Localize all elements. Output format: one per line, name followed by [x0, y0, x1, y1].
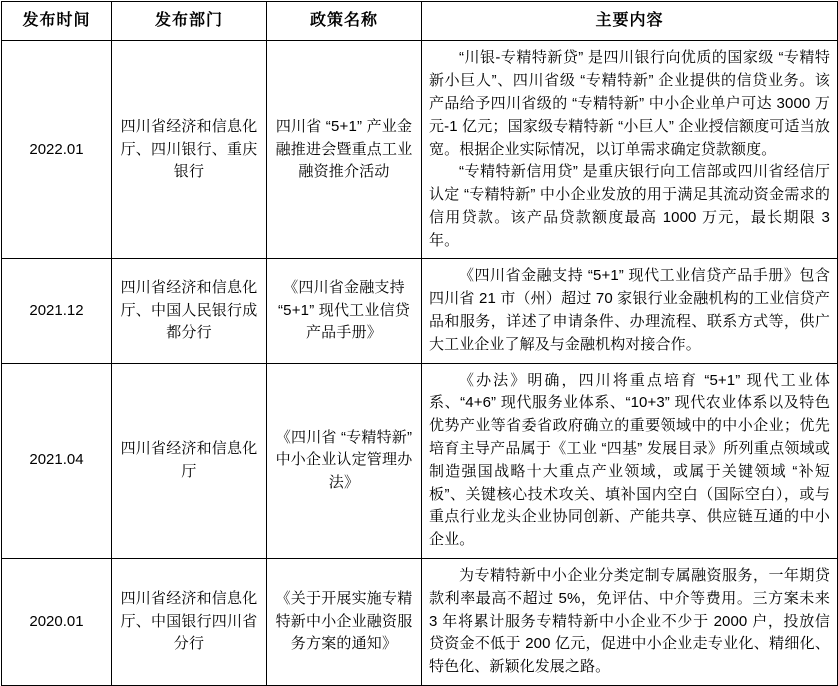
content-paragraph: 为专精特新中小企业分类定制专属融资服务，一年期贷款利率最高不超过 5%，免评估、中介等费用。三方案未来 3 年将累计服务专精特新中小企业不少于 2000 户，投放信贷资金不低于 200 亿元，促进中小企业走专业化、精细化、特色化、新颖化发展之路。	[429, 567, 830, 676]
column-header-main-content: 主要内容	[422, 2, 838, 41]
cell-policy-name: 《关于开展实施专精特新中小企业融资服务方案的通知》	[267, 559, 422, 686]
column-header-department: 发布部门	[112, 2, 267, 41]
cell-main-content	[422, 41, 838, 259]
content-paragraph: “川银-专精特新贷” 是四川银行向优质的国家级 “专精特新小巨人”、四川省级 “专精特新” 企业提供的信贷业务。该产品给予四川省级的 “专精特新” 中小企业单户可达 3000 万元-1 亿元；国家级专精特新 “小巨人” 企业授信额度可适当放宽。根据企业实际情况，以订单需求确定贷款额度。	[429, 49, 830, 158]
cell-main-content	[422, 259, 838, 363]
cell-policy-name: 《四川省金融支持 “5+1” 现代工业信贷产品手册》	[267, 259, 422, 363]
table-row	[2, 363, 838, 558]
cell-department: 四川省经济和信息化厅	[112, 363, 267, 558]
cell-main-content	[422, 363, 838, 558]
cell-date: 2021.04	[2, 363, 112, 558]
cell-policy-name: 《四川省 “专精特新” 中小企业认定管理办法》	[267, 363, 422, 558]
cell-department: 四川省经济和信息化厅、中国银行四川省分行	[112, 559, 267, 686]
table-header-row	[2, 2, 838, 41]
content-paragraph: 《四川省金融支持 “5+1” 现代工业信贷产品手册》包含四川省 21 市（州）超过 70 家银行业金融机构的工业信贷产品和服务，详述了申请条件、办理流程、联系方式等，供广大工业企业了解及与金融机构对接合作。	[429, 267, 830, 353]
cell-policy-name: 四川省 “5+1” 产业金融推进会暨重点工业融资推介活动	[267, 41, 422, 259]
cell-department: 四川省经济和信息化厅、中国人民银行成都分行	[112, 259, 267, 363]
column-header-policy-name: 政策名称	[267, 2, 422, 41]
cell-date: 2022.01	[2, 41, 112, 259]
policy-table	[1, 1, 838, 686]
column-header-date: 发布时间	[2, 2, 112, 41]
cell-date: 2021.12	[2, 259, 112, 363]
cell-date: 2020.01	[2, 559, 112, 686]
table-row	[2, 41, 838, 259]
content-paragraph: “专精特新信用贷” 是重庆银行向工信部或四川省经信厅认定 “专精特新” 中小企业发放的用于满足其流动资金需求的信用贷款。该产品贷款额度最高 1000 万元，最长期限 3 年。	[429, 163, 830, 249]
cell-department: 四川省经济和信息化厅、四川银行、重庆银行	[112, 41, 267, 259]
cell-main-content	[422, 559, 838, 686]
table-row	[2, 259, 838, 363]
table-row	[2, 559, 838, 686]
content-paragraph: 《办法》明确，四川将重点培育 “5+1” 现代工业体系、“4+6” 现代服务业体系、“10+3” 现代农业体系以及特色优势产业等省委省政府确立的重要领域中的中小企业；优先培育主导产品属于《工业 “四基” 发展目录》所列重点领域或制造强国战略十大重点产业领域，或属于关键领域 “补短板”、关键核心技术攻关、填补国内空白（国际空白），或与重点行业龙头企业协同创新、产能共享、供应链互通的中小企业。	[429, 371, 830, 549]
